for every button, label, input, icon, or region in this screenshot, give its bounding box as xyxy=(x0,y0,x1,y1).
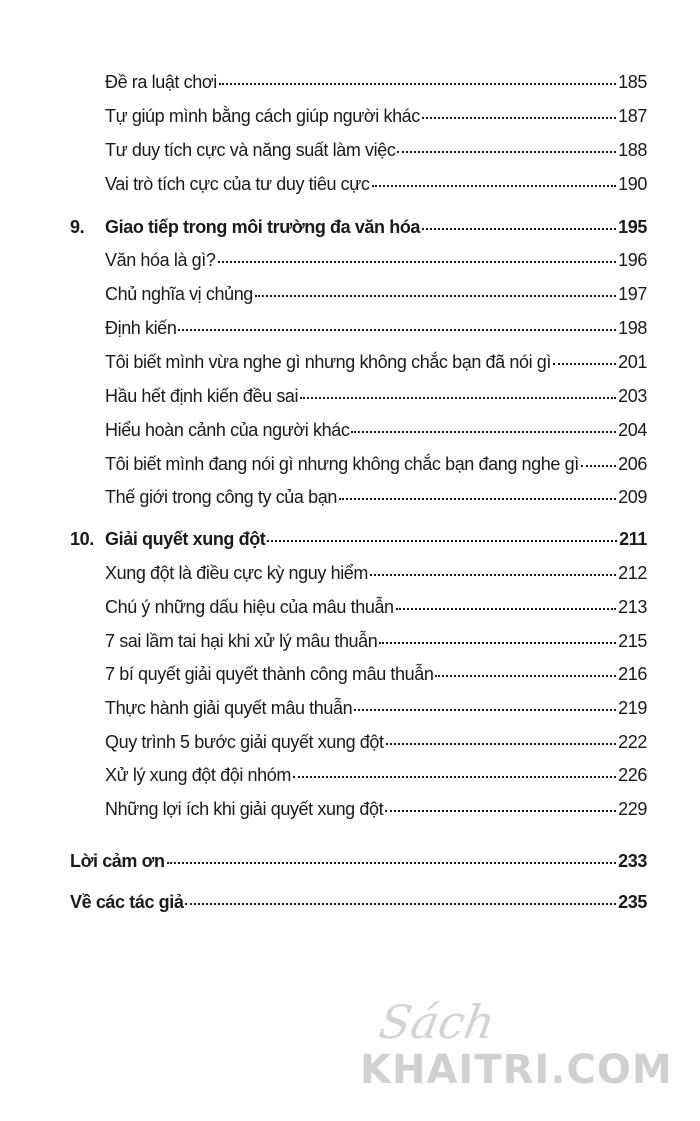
toc-entry-page: 187 xyxy=(618,106,647,126)
dot-leader xyxy=(370,574,616,576)
chapter-number: 9. xyxy=(70,217,85,237)
toc-top-level xyxy=(70,892,647,913)
dot-leader xyxy=(372,185,617,187)
dot-leader xyxy=(396,608,616,610)
toc-top-title: Về các tác giả xyxy=(70,892,184,912)
toc-entry-title: Định kiến xyxy=(105,318,177,338)
toc-entry-page: 219 xyxy=(618,698,647,718)
toc-entry-title: Quy trình 5 bước giải quyết xung đột xyxy=(105,732,384,752)
dot-leader xyxy=(167,862,617,864)
toc-entry-page: 203 xyxy=(618,386,647,406)
toc-entry-title: Văn hóa là gì? xyxy=(105,250,216,270)
dot-leader xyxy=(178,329,616,331)
toc-entry xyxy=(105,631,647,652)
toc-entry-page: 222 xyxy=(618,732,647,752)
toc-entry-page: 209 xyxy=(618,487,647,507)
dot-leader xyxy=(339,498,616,500)
toc-entry-page: 213 xyxy=(618,597,647,617)
dot-leader xyxy=(379,642,616,644)
toc-entry-page: 216 xyxy=(618,664,647,684)
dot-leader xyxy=(435,675,616,677)
toc-entry-page: 226 xyxy=(618,765,647,785)
toc-entry-title: Vai trò tích cực của tư duy tiêu cực xyxy=(105,174,370,194)
toc-entry-title: Xử lý xung đột đội nhóm xyxy=(105,765,291,785)
toc-entry-page: 196 xyxy=(618,250,647,270)
toc-entry xyxy=(105,487,647,508)
toc-entry-page: 206 xyxy=(618,454,647,474)
toc-entry xyxy=(105,352,647,373)
dot-leader xyxy=(422,228,616,230)
toc-entry xyxy=(105,563,647,584)
chapter-page: 195 xyxy=(618,217,647,237)
toc-entry xyxy=(105,174,647,195)
toc-entry-title: Chủ nghĩa vị chủng xyxy=(105,284,253,304)
toc-entry-title: Hiểu hoàn cảnh của người khác xyxy=(105,420,350,440)
toc-entry xyxy=(105,765,647,786)
toc-entry-title: Những lợi ích khi giải quyết xung đột xyxy=(105,799,384,819)
dot-leader xyxy=(397,151,616,153)
toc-entry-title: Thế giới trong công ty của bạn xyxy=(105,487,337,507)
chapter-title: Giải quyết xung đột xyxy=(105,529,266,549)
toc-entry-page: 185 xyxy=(618,72,647,92)
toc-entry xyxy=(105,318,647,339)
toc-entry xyxy=(105,250,647,271)
toc-top-page: 233 xyxy=(618,851,647,871)
toc-entry xyxy=(105,140,647,161)
toc-entry xyxy=(105,72,647,93)
toc-entry xyxy=(105,386,647,407)
dot-leader xyxy=(354,709,616,711)
toc-entry-page: 204 xyxy=(618,420,647,440)
dot-leader xyxy=(219,83,616,85)
dot-leader xyxy=(267,540,617,542)
dot-leader xyxy=(351,431,616,433)
chapter-title: Giao tiếp trong môi trường đa văn hóa xyxy=(105,217,421,237)
dot-leader xyxy=(553,363,616,365)
dot-leader xyxy=(293,776,616,778)
watermark-script-text: Sách xyxy=(375,995,500,1049)
toc-entry xyxy=(105,664,647,685)
watermark-logo xyxy=(360,995,680,1105)
toc-entry xyxy=(105,420,647,441)
toc-entry xyxy=(105,106,647,127)
toc-entry-title: 7 bí quyết giải quyết thành công mâu thuẫn xyxy=(105,664,434,684)
toc-entry-page: 190 xyxy=(618,174,647,194)
toc-entry xyxy=(105,732,647,753)
toc-entry-page: 229 xyxy=(618,799,647,819)
toc-top-level xyxy=(70,851,647,872)
toc-top-title: Lời cảm ơn xyxy=(70,851,165,871)
watermark-brand-text: KHAITRI.COM xyxy=(360,1047,673,1093)
toc-entry xyxy=(105,454,647,475)
dot-leader xyxy=(218,261,617,263)
chapter-number: 10. xyxy=(70,529,94,549)
dot-leader xyxy=(581,465,616,467)
toc-entry xyxy=(105,698,647,719)
toc-entry-title: Chú ý những dấu hiệu của mâu thuẫn xyxy=(105,597,394,617)
toc-entry-title: Tư duy tích cực và năng suất làm việc xyxy=(105,140,396,160)
toc-entry-page: 201 xyxy=(618,352,647,372)
toc-top-page: 235 xyxy=(618,892,647,912)
toc-entry xyxy=(105,597,647,618)
dot-leader xyxy=(422,117,616,119)
dot-leader xyxy=(386,743,617,745)
dot-leader xyxy=(185,903,616,905)
toc-entry-page: 212 xyxy=(618,563,647,583)
toc-chapter xyxy=(70,529,647,550)
toc-entry-title: 7 sai lầm tai hại khi xử lý mâu thuẫn xyxy=(105,631,378,651)
toc-entry-title: Tôi biết mình đang nói gì nhưng không chắc bạn đang nghe gì xyxy=(105,454,579,474)
toc-entry-page: 188 xyxy=(618,140,647,160)
toc-entry xyxy=(105,799,647,820)
toc-entry xyxy=(105,284,647,305)
toc-entry-title: Tôi biết mình vừa nghe gì nhưng không chắc bạn đã nói gì xyxy=(105,352,552,372)
toc-entry-title: Xung đột là điều cực kỳ nguy hiểm xyxy=(105,563,369,583)
dot-leader xyxy=(300,397,616,399)
chapter-page: 211 xyxy=(619,529,647,549)
toc-entry-page: 198 xyxy=(618,318,647,338)
dot-leader xyxy=(385,810,616,812)
toc-entry-page: 215 xyxy=(618,631,647,651)
toc-entry-title: Tự giúp mình bằng cách giúp người khác xyxy=(105,106,420,126)
dot-leader xyxy=(255,295,616,297)
toc-entry-title: Thực hành giải quyết mâu thuẫn xyxy=(105,698,353,718)
toc-entry-page: 197 xyxy=(618,284,647,304)
toc-chapter xyxy=(70,217,647,238)
toc-entry-title: Đề ra luật chơi xyxy=(105,72,217,92)
toc-entry-title: Hầu hết định kiến đều sai xyxy=(105,386,299,406)
